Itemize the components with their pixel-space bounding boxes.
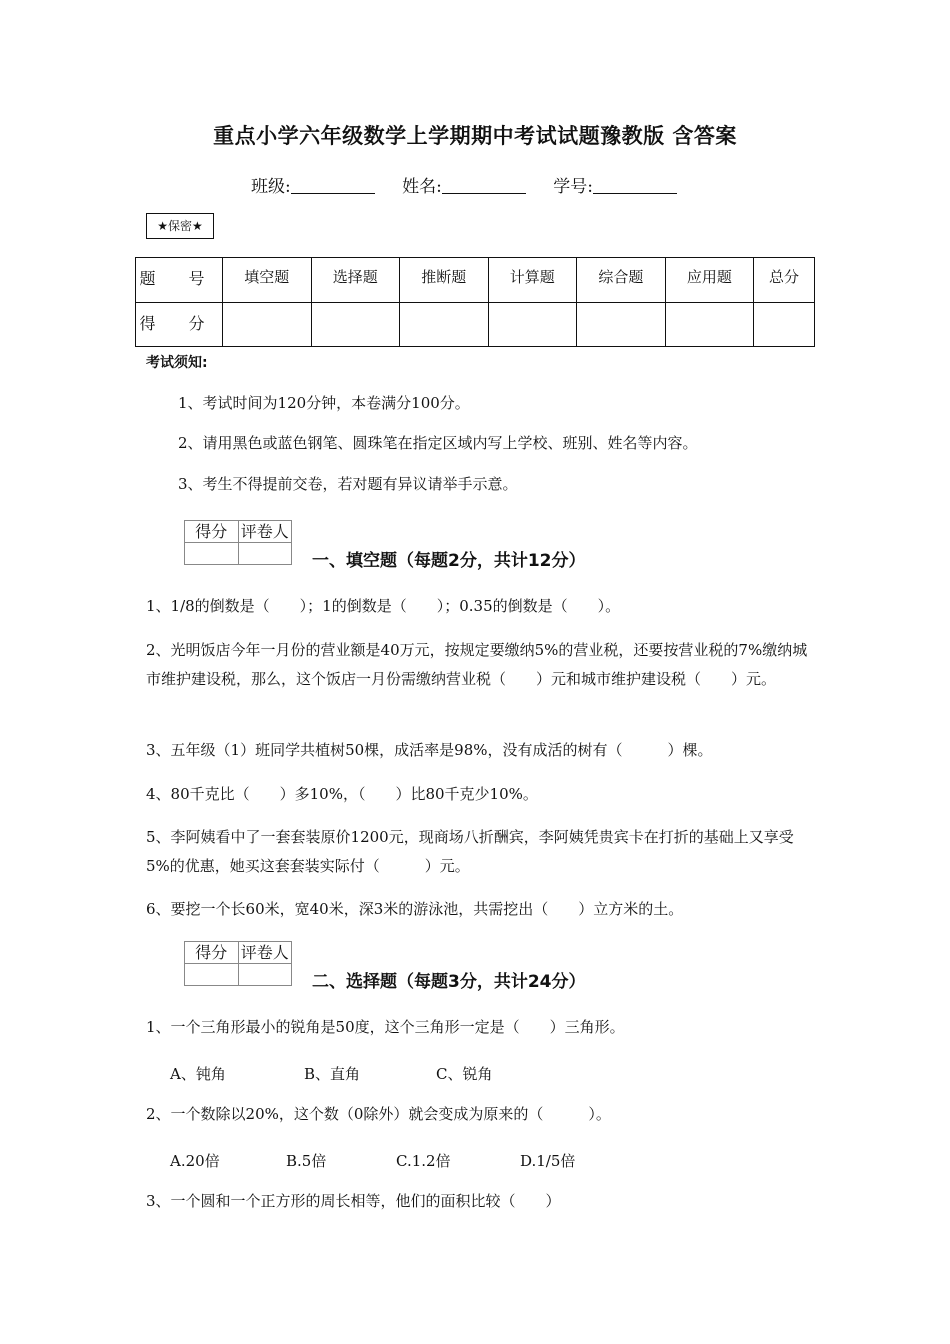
secret-badge: ★保密★	[146, 213, 214, 239]
question: 6、要挖一个长60米，宽40米，深3米的游泳池，共需挖出（ ）立方米的土。	[146, 900, 684, 918]
option: B.5倍	[286, 1152, 327, 1170]
page-title: 重点小学六年级数学上学期期中考试试题豫教版 含答案	[213, 124, 737, 148]
score-table-cell: 应用题	[665, 258, 754, 303]
option: A、钝角	[170, 1065, 226, 1083]
score-table-cell: 推断题	[400, 258, 489, 303]
score-table-cell: 选择题	[311, 258, 400, 303]
grader-box	[184, 941, 292, 986]
score-input-cell[interactable]	[577, 302, 666, 347]
question: 3、五年级（1）班同学共植树50棵，成活率是98%，没有成活的树有（ ）棵。	[146, 741, 713, 759]
score-input-cell[interactable]	[665, 302, 754, 347]
question: 1、1/8的倒数是（ ）；1的倒数是（ ）；0.35的倒数是（ ）。	[146, 597, 621, 615]
grader-reviewer-label: 评卷人	[238, 521, 292, 543]
grader-score-field[interactable]	[185, 543, 239, 565]
question: 5、李阿姨看中了一套套装原价1200元，现商场八折酬宾，李阿姨凭贵宾卡在打折的基础上又享受5%的优惠，她买这套套装实际付（ ）元。	[146, 828, 794, 875]
grader-reviewer-field[interactable]	[238, 543, 292, 565]
score-input-cell[interactable]	[223, 302, 312, 347]
grader-score-label: 得分	[185, 521, 239, 543]
question: 2、一个数除以20%，这个数（0除外）就会变成为原来的（ ）。	[146, 1105, 611, 1123]
question: 1、一个三角形最小的锐角是50度，这个三角形一定是（ ）三角形。	[146, 1018, 625, 1036]
notice-item: 1、考试时间为120分钟，本卷满分100分。	[178, 394, 470, 412]
score-table-cell: 综合题	[577, 258, 666, 303]
score-table-header-row	[136, 258, 815, 303]
score-table-cell: 得 分	[136, 302, 223, 347]
score-table-cell: 计算题	[488, 258, 577, 303]
score-table-cell: 总分	[754, 258, 815, 303]
option: B、直角	[304, 1065, 361, 1083]
option: A.20倍	[170, 1152, 220, 1170]
question: 2、光明饭店今年一月份的营业额是40万元，按规定要缴纳5%的营业税，还要按营业税的7%缴纳城市维护建设税，那么，这个饭店一月份需缴纳营业税（ ）元和城市维护建设税（ ）元。	[146, 641, 808, 688]
name-label: 姓名:	[402, 177, 442, 197]
id-label: 学号:	[553, 177, 593, 197]
score-input-cell[interactable]	[400, 302, 489, 347]
question: 4、80千克比（ ）多10%，（ ）比80千克少10%。	[146, 785, 538, 803]
question: 3、一个圆和一个正方形的周长相等，他们的面积比较（ ）	[146, 1192, 561, 1210]
option: C.1.2倍	[396, 1152, 451, 1170]
score-input-cell[interactable]	[311, 302, 400, 347]
option: C、锐角	[436, 1065, 493, 1083]
class-label: 班级:	[250, 177, 291, 197]
score-table-cell: 题 号	[136, 258, 223, 303]
student-info-line	[0, 172, 950, 197]
class-blank[interactable]	[291, 177, 375, 194]
score-input-cell[interactable]	[488, 302, 577, 347]
notice-item: 2、请用黑色或蓝色钢笔、圆珠笔在指定区域内写上学校、班别、姓名等内容。	[178, 434, 698, 452]
section-title: 一、填空题（每题2分，共计12分）	[312, 551, 586, 571]
score-table-cell: 填空题	[223, 258, 312, 303]
section-title: 二、选择题（每题3分，共计24分）	[312, 972, 586, 992]
score-input-cell[interactable]	[754, 302, 815, 347]
grader-score-field[interactable]	[185, 964, 239, 986]
notice-heading: 考试须知:	[146, 355, 208, 371]
grader-reviewer-field[interactable]	[238, 964, 292, 986]
grader-score-label: 得分	[185, 942, 239, 964]
score-table	[135, 257, 815, 347]
id-blank[interactable]	[593, 177, 677, 194]
option: D.1/5倍	[520, 1152, 576, 1170]
grader-box	[184, 520, 292, 565]
grader-reviewer-label: 评卷人	[238, 942, 292, 964]
score-table-score-row	[136, 302, 815, 347]
notice-item: 3、考生不得提前交卷，若对题有异议请举手示意。	[178, 475, 518, 493]
name-blank[interactable]	[442, 177, 526, 194]
